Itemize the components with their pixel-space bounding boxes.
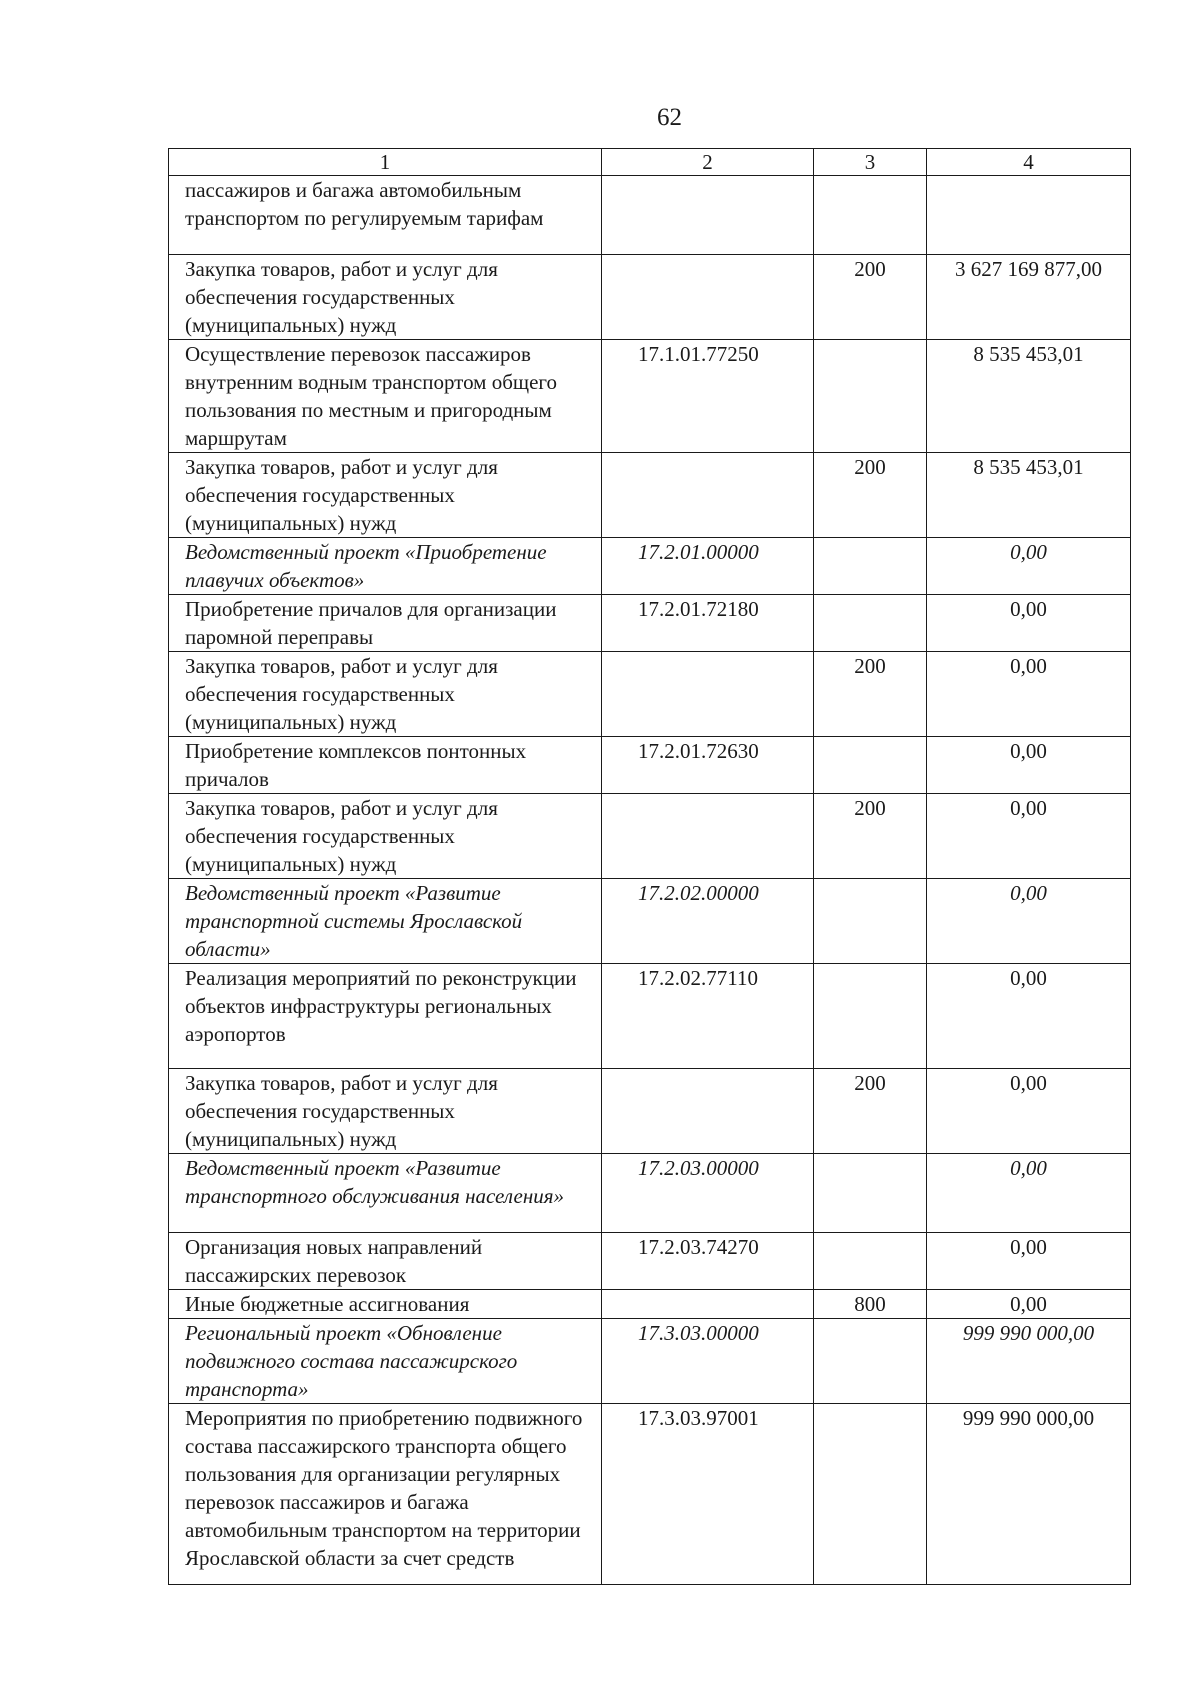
row-amount-cell: 0,00	[927, 794, 1131, 879]
row-name-cell: Иные бюджетные ассигнования	[169, 1290, 602, 1319]
row-name-cell: Закупка товаров, работ и услуг для обеспечения государственных (муниципальных) нужд	[169, 453, 602, 538]
header-cell-2: 2	[602, 149, 814, 176]
row-amount-cell: 0,00	[927, 1154, 1131, 1233]
table-row	[169, 1404, 1131, 1585]
row-name-cell: Приобретение причалов для организации паромной переправы	[169, 595, 602, 652]
row-expense-type-cell: 200	[814, 794, 927, 879]
row-code-cell: 17.3.03.00000	[602, 1319, 814, 1404]
row-amount-cell	[927, 176, 1131, 255]
row-code-cell	[602, 794, 814, 879]
row-name-cell: Ведомственный проект «Развитие транспортной системы Ярославской области»	[169, 879, 602, 964]
row-expense-type-cell	[814, 340, 927, 453]
row-code-cell: 17.2.02.77110	[602, 964, 814, 1069]
row-expense-type-cell	[814, 538, 927, 595]
row-code-cell: 17.2.03.00000	[602, 1154, 814, 1233]
row-expense-type-cell	[814, 1319, 927, 1404]
row-name-cell: Закупка товаров, работ и услуг для обеспечения государственных (муниципальных) нужд	[169, 652, 602, 737]
row-code-cell	[602, 1290, 814, 1319]
page-number: 62	[657, 104, 682, 131]
row-expense-type-cell: 800	[814, 1290, 927, 1319]
row-amount-cell: 0,00	[927, 964, 1131, 1069]
row-code-cell: 17.3.03.97001	[602, 1404, 814, 1585]
table-row	[169, 737, 1131, 794]
row-amount-cell: 0,00	[927, 1069, 1131, 1154]
row-name-cell: Закупка товаров, работ и услуг для обеспечения государственных (муниципальных) нужд	[169, 1069, 602, 1154]
row-amount-cell: 0,00	[927, 1233, 1131, 1290]
row-code-cell	[602, 255, 814, 340]
row-expense-type-cell	[814, 964, 927, 1069]
table-header-row	[169, 149, 1131, 176]
table-row	[169, 1290, 1131, 1319]
table-row	[169, 964, 1131, 1069]
row-amount-cell: 8 535 453,01	[927, 340, 1131, 453]
row-name-cell: Ведомственный проект «Развитие транспортного обслуживания населения»	[169, 1154, 602, 1233]
table-row	[169, 1069, 1131, 1154]
row-expense-type-cell	[814, 1404, 927, 1585]
row-expense-type-cell	[814, 595, 927, 652]
row-name-cell: Мероприятия по приобретению подвижного состава пассажирского транспорта общего пользования для организации регулярных перевозок пассажиров и багажа автомобильным транспортом на территории Ярославской области за счет средств	[169, 1404, 602, 1585]
row-amount-cell: 999 990 000,00	[927, 1319, 1131, 1404]
header-cell-4: 4	[927, 149, 1131, 176]
row-amount-cell: 999 990 000,00	[927, 1404, 1131, 1585]
table-row	[169, 1233, 1131, 1290]
row-name-cell: Реализация мероприятий по реконструкции объектов инфраструктуры региональных аэропортов	[169, 964, 602, 1069]
row-code-cell	[602, 176, 814, 255]
row-code-cell: 17.2.01.72630	[602, 737, 814, 794]
row-code-cell: 17.2.01.72180	[602, 595, 814, 652]
table-row	[169, 255, 1131, 340]
row-name-cell: Приобретение комплексов понтонных причалов	[169, 737, 602, 794]
row-name-cell: Региональный проект «Обновление подвижного состава пассажирского транспорта»	[169, 1319, 602, 1404]
table-row	[169, 1154, 1131, 1233]
row-code-cell: 17.1.01.77250	[602, 340, 814, 453]
table-row	[169, 176, 1131, 255]
budget-table	[168, 148, 1131, 1585]
row-amount-cell: 0,00	[927, 538, 1131, 595]
row-code-cell: 17.2.02.00000	[602, 879, 814, 964]
row-code-cell	[602, 652, 814, 737]
row-name-cell: Организация новых направлений пассажирских перевозок	[169, 1233, 602, 1290]
row-expense-type-cell	[814, 1154, 927, 1233]
row-expense-type-cell	[814, 1233, 927, 1290]
table-row	[169, 595, 1131, 652]
row-amount-cell: 0,00	[927, 737, 1131, 794]
table-row	[169, 340, 1131, 453]
row-name-cell: пассажиров и багажа автомобильным транспортом по регулируемым тарифам	[169, 176, 602, 255]
row-expense-type-cell: 200	[814, 1069, 927, 1154]
row-name-cell: Ведомственный проект «Приобретение плавучих объектов»	[169, 538, 602, 595]
table-row	[169, 794, 1131, 879]
row-name-cell: Осуществление перевозок пассажиров внутренним водным транспортом общего пользования по местным и пригородным маршрутам	[169, 340, 602, 453]
row-amount-cell: 0,00	[927, 652, 1131, 737]
row-code-cell: 17.2.03.74270	[602, 1233, 814, 1290]
row-expense-type-cell	[814, 176, 927, 255]
row-amount-cell: 0,00	[927, 595, 1131, 652]
row-name-cell: Закупка товаров, работ и услуг для обеспечения государственных (муниципальных) нужд	[169, 255, 602, 340]
table-row	[169, 538, 1131, 595]
header-cell-1: 1	[169, 149, 602, 176]
row-expense-type-cell: 200	[814, 652, 927, 737]
row-expense-type-cell	[814, 879, 927, 964]
header-cell-3: 3	[814, 149, 927, 176]
row-expense-type-cell: 200	[814, 453, 927, 538]
table-row	[169, 879, 1131, 964]
table-row	[169, 453, 1131, 538]
row-amount-cell: 0,00	[927, 879, 1131, 964]
table-row	[169, 1319, 1131, 1404]
row-name-cell: Закупка товаров, работ и услуг для обеспечения государственных (муниципальных) нужд	[169, 794, 602, 879]
row-code-cell	[602, 453, 814, 538]
row-code-cell	[602, 1069, 814, 1154]
row-expense-type-cell: 200	[814, 255, 927, 340]
row-code-cell: 17.2.01.00000	[602, 538, 814, 595]
row-expense-type-cell	[814, 737, 927, 794]
row-amount-cell: 3 627 169 877,00	[927, 255, 1131, 340]
row-amount-cell: 0,00	[927, 1290, 1131, 1319]
table-row	[169, 652, 1131, 737]
row-amount-cell: 8 535 453,01	[927, 453, 1131, 538]
